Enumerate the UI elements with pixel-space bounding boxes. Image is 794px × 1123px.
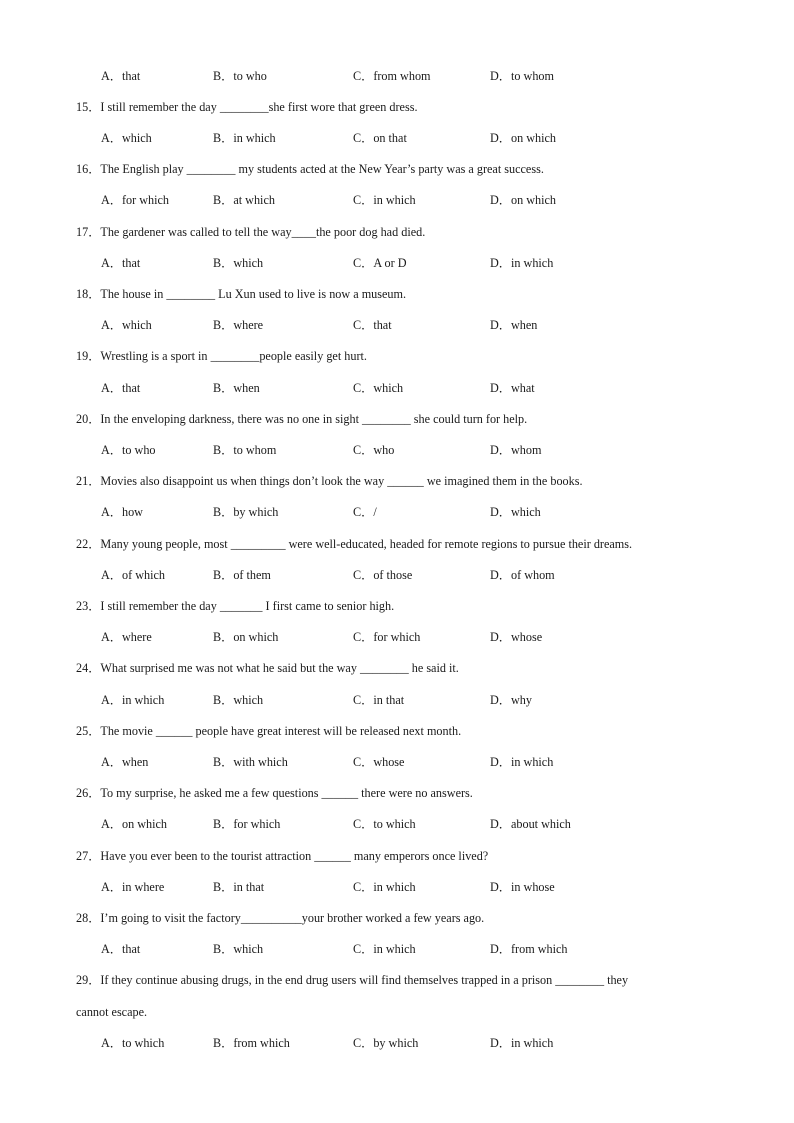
option-a: A．to who	[101, 443, 156, 457]
option-c: C．A or D	[353, 256, 407, 270]
question-text: 29．If they continue abusing drugs, in the end drug users will find themselves trapped in a prison ________ they	[76, 973, 629, 987]
option-d: D．from which	[490, 942, 568, 956]
option-d: D．why	[490, 693, 532, 707]
option-d: D．in whose	[490, 880, 555, 894]
options-row	[0, 815, 794, 833]
question-text: 26．To my surprise, he asked me a few questions ______ there were no answers.	[76, 786, 473, 800]
option-a: A．that	[101, 69, 141, 83]
option-c: C．in which	[353, 880, 416, 894]
option-a: A．to which	[101, 1036, 165, 1050]
option-c: C．of those	[353, 568, 413, 582]
options-row	[0, 441, 794, 459]
option-c: C．on that	[353, 131, 407, 145]
option-a: A．when	[101, 755, 149, 769]
option-d: D．on which	[490, 131, 557, 145]
option-b: B．to who	[213, 69, 267, 83]
option-a: A．in which	[101, 693, 165, 707]
option-c: C．for which	[353, 630, 421, 644]
option-b: B．when	[213, 381, 260, 395]
option-b: B．which	[213, 256, 264, 270]
question-text: 16．The English play ________ my students acted at the New Year’s party was a great success.	[76, 162, 544, 176]
option-a: A．which	[101, 131, 152, 145]
option-b: B．to whom	[213, 443, 277, 457]
options-row	[0, 940, 794, 958]
option-d: D．when	[490, 318, 538, 332]
option-b: B．at which	[213, 193, 275, 207]
option-c: C．who	[353, 443, 395, 457]
option-d: D．whom	[490, 443, 542, 457]
options-row	[0, 878, 794, 896]
options-row	[0, 1034, 794, 1052]
option-c: C．in which	[353, 193, 416, 207]
option-b: B．where	[213, 318, 264, 332]
option-c: C．which	[353, 381, 404, 395]
option-d: D．in which	[490, 256, 554, 270]
options-row	[0, 691, 794, 709]
question-text-continuation: cannot escape.	[76, 1005, 148, 1019]
option-c: C．whose	[353, 755, 405, 769]
option-a: A．that	[101, 381, 141, 395]
option-a: A．that	[101, 942, 141, 956]
option-a: A．of which	[101, 568, 165, 582]
option-d: D．on which	[490, 193, 557, 207]
options-row	[0, 129, 794, 147]
option-b: B．by which	[213, 505, 279, 519]
option-b: B．for which	[213, 817, 281, 831]
option-d: D．in which	[490, 1036, 554, 1050]
question-text: 19．Wrestling is a sport in ________people easily get hurt.	[76, 349, 367, 363]
option-a: A．for which	[101, 193, 170, 207]
option-d: D．in which	[490, 755, 554, 769]
option-b: B．with which	[213, 755, 288, 769]
options-row	[0, 191, 794, 209]
option-a: A．that	[101, 256, 141, 270]
options-row	[0, 566, 794, 584]
option-a: A．how	[101, 505, 143, 519]
options-row	[0, 379, 794, 397]
option-d: D．whose	[490, 630, 543, 644]
option-a: A．which	[101, 318, 152, 332]
option-d: D．which	[490, 505, 541, 519]
option-d: D．to whom	[490, 69, 554, 83]
option-c: C．that	[353, 318, 392, 332]
question-text: 17．The gardener was called to tell the way____the poor dog had died.	[76, 225, 426, 239]
option-d: D．about which	[490, 817, 571, 831]
option-b: B．in which	[213, 131, 276, 145]
option-b: B．of them	[213, 568, 271, 582]
question-text: 24．What surprised me was not what he said but the way ________ he said it.	[76, 661, 459, 675]
option-c: C．by which	[353, 1036, 419, 1050]
question-text: 21．Movies also disappoint us when things don’t look the way ______ we imagined them in the books.	[76, 474, 583, 488]
question-text: 27．Have you ever been to the tourist attraction ______ many emperors once lived?	[76, 849, 489, 863]
question-text: 18．The house in ________ Lu Xun used to live is now a museum.	[76, 287, 407, 301]
options-row	[0, 753, 794, 771]
option-a: A．on which	[101, 817, 168, 831]
option-c: C．from whom	[353, 69, 431, 83]
option-b: B．which	[213, 942, 264, 956]
question-text: 20．In the enveloping darkness, there was no one in sight ________ she could turn for help.	[76, 412, 528, 426]
option-b: B．from which	[213, 1036, 290, 1050]
option-c: C．in that	[353, 693, 405, 707]
option-d: D．what	[490, 381, 535, 395]
options-row	[0, 316, 794, 334]
option-a: A．in where	[101, 880, 165, 894]
option-c: C．in which	[353, 942, 416, 956]
question-text: 25．The movie ______ people have great interest will be released next month.	[76, 724, 462, 738]
option-b: B．in that	[213, 880, 265, 894]
options-row	[0, 67, 794, 85]
options-row	[0, 254, 794, 272]
question-text: 15．I still remember the day ________she first wore that green dress.	[76, 100, 418, 114]
option-d: D．of whom	[490, 568, 555, 582]
question-text: 23．I still remember the day _______ I first came to senior high.	[76, 599, 395, 613]
option-c: C．to which	[353, 817, 416, 831]
options-row	[0, 503, 794, 521]
option-c: C．/	[353, 505, 377, 519]
option-b: B．on which	[213, 630, 279, 644]
option-b: B．which	[213, 693, 264, 707]
option-a: A．where	[101, 630, 152, 644]
question-text: 28．I’m going to visit the factory__________your brother worked a few years ago.	[76, 911, 485, 925]
question-text: 22．Many young people, most _________ were well-educated, headed for remote regions to pursue their dreams.	[76, 537, 633, 551]
options-row	[0, 628, 794, 646]
